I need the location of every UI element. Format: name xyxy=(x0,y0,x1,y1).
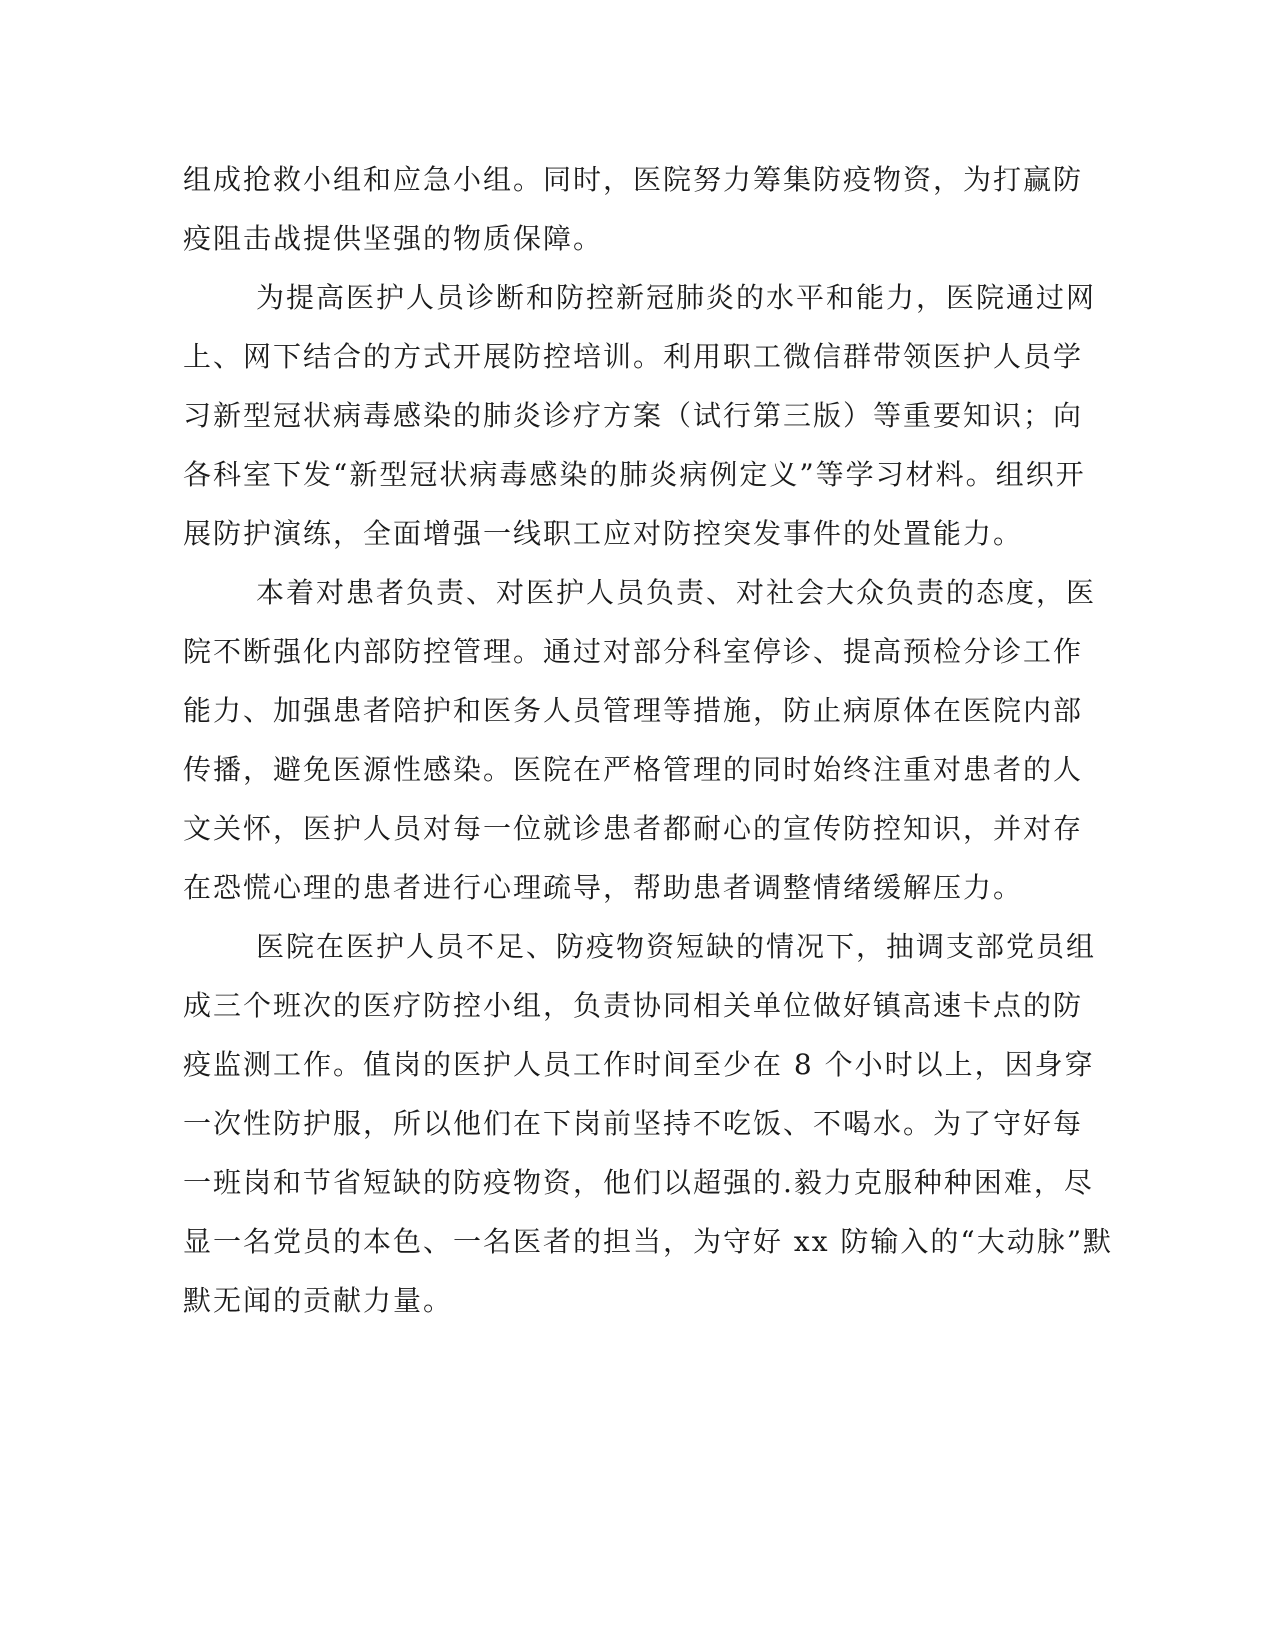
text-line: 组成抢救小组和应急小组。同时，医院努力筹集防疫物资，为打赢防 xyxy=(183,163,1084,196)
text-line: 传播，避免医源性感染。医院在严格管理的同时始终注重对患者的人 xyxy=(183,753,1084,786)
paragraph-first-line: 本着对患者负责、对医护人员负责、对社会大众负责的态度，医 xyxy=(256,576,1097,609)
text-line: 习新型冠状病毒感染的肺炎诊疗方案（试行第三版）等重要知识；向 xyxy=(183,399,1084,432)
paragraph-first-line: 为提高医护人员诊断和防控新冠肺炎的水平和能力，医院通过网 xyxy=(256,281,1097,314)
text-line: 疫监测工作。值岗的医护人员工作时间至少在 8 个小时以上，因身穿 xyxy=(183,1048,1095,1081)
text-line: 院不断强化内部防控管理。通过对部分科室停诊、提高预检分诊工作 xyxy=(183,635,1084,668)
text-line: 成三个班次的医疗防控小组，负责协同相关单位做好镇高速卡点的防 xyxy=(183,989,1084,1022)
text-line: 默无闻的贡献力量。 xyxy=(183,1284,454,1317)
paragraph-first-line: 医院在医护人员不足、防疫物资短缺的情况下，抽调支部党员组 xyxy=(256,930,1097,963)
text-line: 在恐慌心理的患者进行心理疏导，帮助患者调整情绪缓解压力。 xyxy=(183,871,1024,904)
text-line: 显一名党员的本色、一名医者的担当，为守好 xx 防输入的“大动脉”默 xyxy=(183,1225,1114,1258)
text-line: 文关怀，医护人员对每一位就诊患者都耐心的宣传防控知识，并对存 xyxy=(183,812,1084,845)
text-line: 展防护演练，全面增强一线职工应对防控突发事件的处置能力。 xyxy=(183,517,1024,550)
text-line: 疫阻击战提供坚强的物质保障。 xyxy=(183,222,604,255)
text-line: 各科室下发“新型冠状病毒感染的肺炎病例定义”等学习材料。组织开 xyxy=(183,458,1086,491)
text-line: 上、网下结合的方式开展防控培训。利用职工微信群带领医护人员学 xyxy=(183,340,1084,373)
text-line: 能力、加强患者陪护和医务人员管理等措施，防止病原体在医院内部 xyxy=(183,694,1084,727)
text-line: 一次性防护服，所以他们在下岗前坚持不吃饭、不喝水。为了守好每 xyxy=(183,1107,1084,1140)
text-line: 一班岗和节省短缺的防疫物资，他们以超强的.毅力克服种种困难，尽 xyxy=(183,1166,1094,1199)
